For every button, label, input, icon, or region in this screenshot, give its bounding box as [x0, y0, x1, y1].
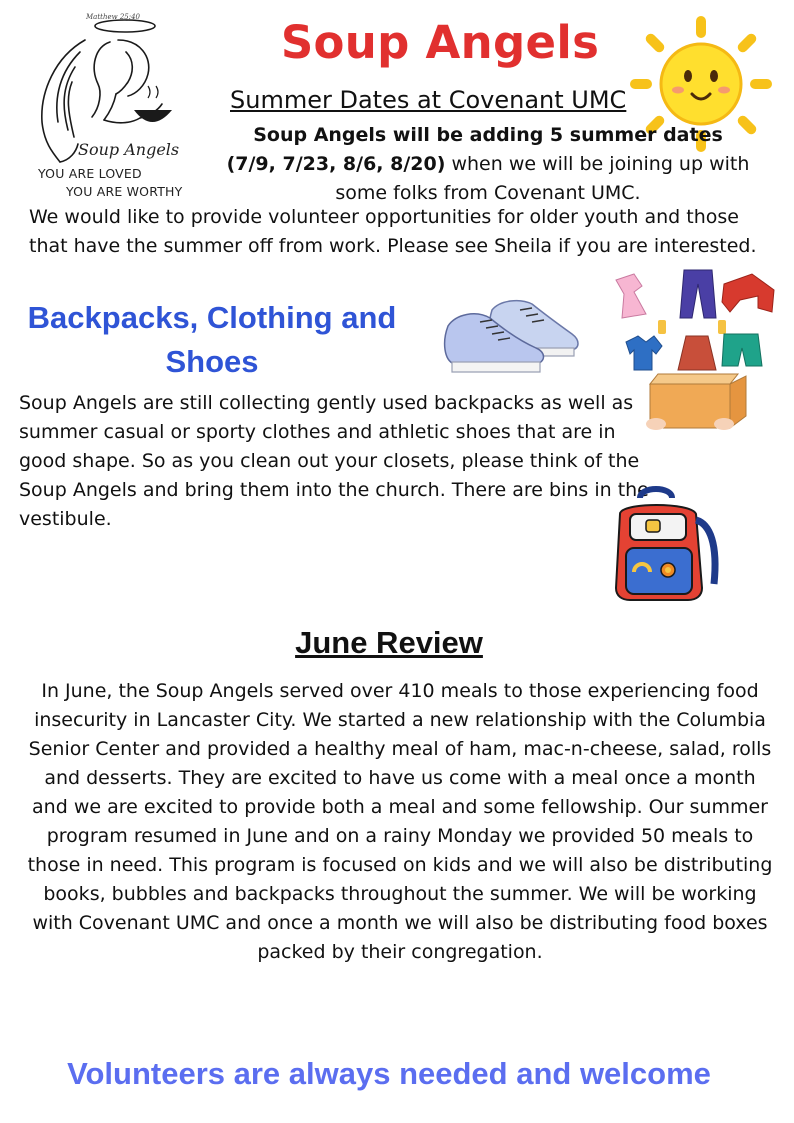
backpacks-paragraph: Soup Angels are still collecting gently used backpacks as well as summer casual or sporty clothes and athletic shoes that are in good shape. So as you clean out your closets, please think of the Soup Angels and bring them into the church. There are bins in the vestibule. [19, 392, 649, 530]
summer-bold-line: Soup Angels will be adding 5 summer dates [253, 124, 723, 146]
page-title: Soup Angels [280, 16, 600, 69]
volunteer-paragraph: We would like to provide volunteer opportunities for older youth and those that have the summer off from work. Please see Sheila if you are interested. [29, 206, 757, 257]
june-review-heading: June Review [295, 625, 483, 660]
summer-dates: (7/9, 7/23, 8/6, 8/20) [226, 153, 446, 175]
sneakers-icon [440, 290, 585, 376]
volunteers-footer: Volunteers are always needed and welcome [67, 1056, 711, 1091]
logo-verse: Matthew 25:40 [86, 13, 141, 21]
backpack-icon [610, 484, 722, 602]
logo-tagline-loved: YOU ARE LOVED [38, 166, 142, 181]
logo-script-text: Soup Angels [78, 140, 180, 159]
summer-rest: when we will be joining up with some folks from Covenant UMC. [335, 153, 750, 204]
june-review-paragraph: In June, the Soup Angels served over 410 meals to those experiencing food insecurity in Lancaster City. We started a new relationship with the Columbia Senior Center and provided a healthy meal of ham, mac-n-cheese, salad, rolls and desserts. They are excited to have us come with a meal once a month and we are excited to provide both a meal and some fellowship. Our summer program resumed in June and on a rainy Monday we provided 50 meals to those in need. This program is focused on kids and we will also be distributing books, bubbles and backpacks throughout the summer. We will be working with Covenant UMC and once a month we will also be distributing food boxes packed by their congregation. [27, 680, 773, 963]
logo-tagline-worthy: YOU ARE WORTHY [66, 184, 183, 199]
page-subtitle: Summer Dates at Covenant UMC [230, 86, 627, 114]
backpacks-heading: Backpacks, Clothing and Shoes [27, 300, 397, 379]
summer-dates-text [214, 121, 762, 208]
